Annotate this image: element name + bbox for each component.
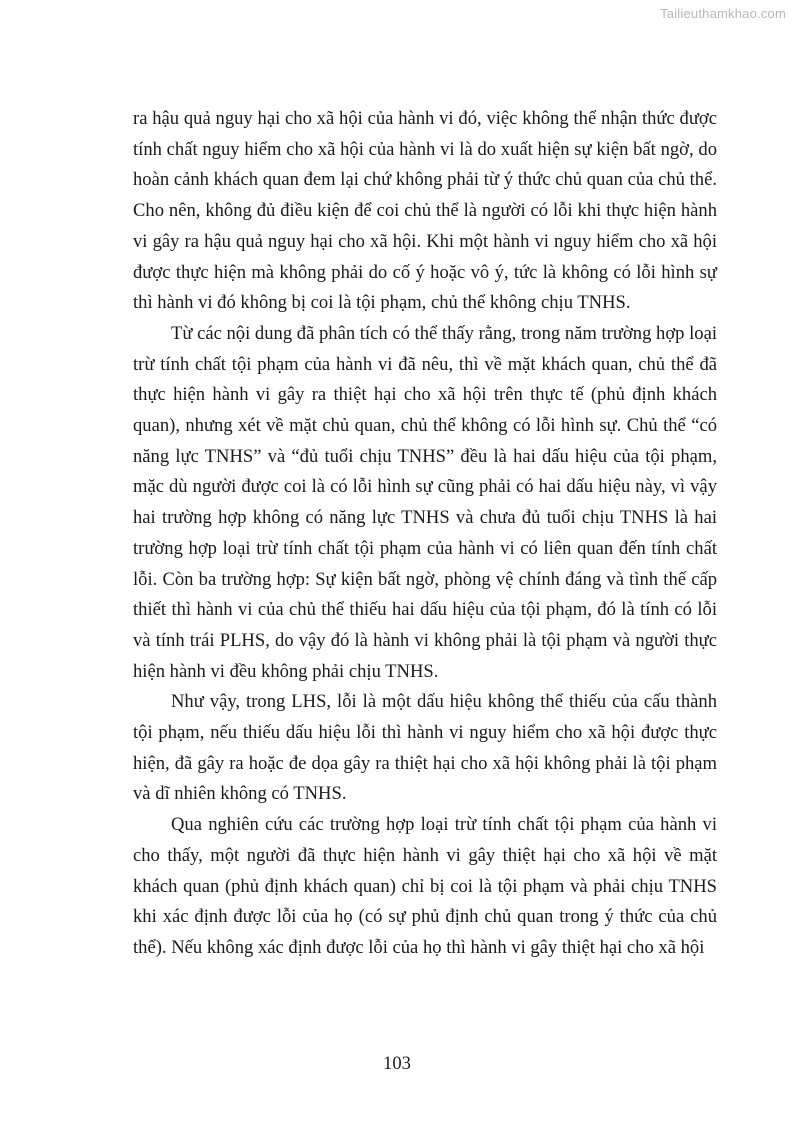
page-body bbox=[133, 104, 717, 964]
watermark-text: Tailieuthamkhao.com bbox=[660, 6, 786, 21]
paragraph-4: Qua nghiên cứu các trường hợp loại trừ tính chất tội phạm của hành vi cho thấy, một người đã thực hiện hành vi gây thiệt hại cho xã hội về mặt khách quan (phủ định khách quan) chỉ bị coi là tội phạm và phải chịu TNHS khi xác định được lỗi của họ (có sự phủ định chủ quan trong ý thức của chủ thể). Nếu không xác định được lỗi của họ thì hành vi gây thiệt hại cho xã hội bbox=[133, 814, 717, 958]
paragraph-3: Như vậy, trong LHS, lỗi là một dấu hiệu không thể thiếu của cấu thành tội phạm, nếu thiếu dấu hiệu lỗi thì hành vi nguy hiểm cho xã hội được thực hiện, đã gây ra hoặc đe dọa gây ra thiệt hại cho xã hội không phải là tội phạm và dĩ nhiên không có TNHS. bbox=[133, 691, 717, 805]
paragraph-2: Từ các nội dung đã phân tích có thể thấy rằng, trong năm trường hợp loại trừ tính chất tội phạm của hành vi đã nêu, thì về mặt khách quan, chủ thể đã thực hiện hành vi gây ra thiệt hại cho xã hội trên thực tế (phủ định khách quan), nhưng xét về mặt chủ quan, chủ thể không có lỗi hình sự. Chủ thể “có năng lực TNHS” và “đủ tuổi chịu TNHS” đều là hai dấu hiệu của tội phạm, mặc dù người được coi là có lỗi hình sự cũng phải có hai dấu hiệu này, vì vậy hai trường hợp không có năng lực TNHS và chưa đủ tuổi chịu TNHS là hai trường hợp loại trừ tính chất tội phạm của hành vi có liên quan đến tính chất lỗi. Còn ba trường hợp: Sự kiện bất ngờ, phòng vệ chính đáng và tình thế cấp thiết thì hành vi của chủ thể thiếu hai dấu hiệu của tội phạm, đó là tính có lỗi và tính trái PLHS, do vậy đó là hành vi không phải là tội phạm và người thực hiện hành vi đều không phải chịu TNHS. bbox=[133, 322, 717, 682]
paragraph-1: ra hậu quả nguy hại cho xã hội của hành vi đó, việc không thể nhận thức được tính chất nguy hiểm cho xã hội của hành vi là do xuất hiện sự kiện bất ngờ, do hoàn cảnh khách quan đem lại chứ không phải từ ý thức chủ quan của chủ thể. Cho nên, không đủ điều kiện để coi chủ thể là người có lỗi khi thực hiện hành vi gây ra hậu quả nguy hại cho xã hội. Khi một hành vi nguy hiểm cho xã hội được thực hiện mà không phải do cố ý hoặc vô ý, tức là không có lỗi hình sự thì hành vi đó không bị coi là tội phạm, chủ thể không chịu TNHS. bbox=[133, 108, 717, 314]
page-number: 103 bbox=[383, 1053, 411, 1074]
